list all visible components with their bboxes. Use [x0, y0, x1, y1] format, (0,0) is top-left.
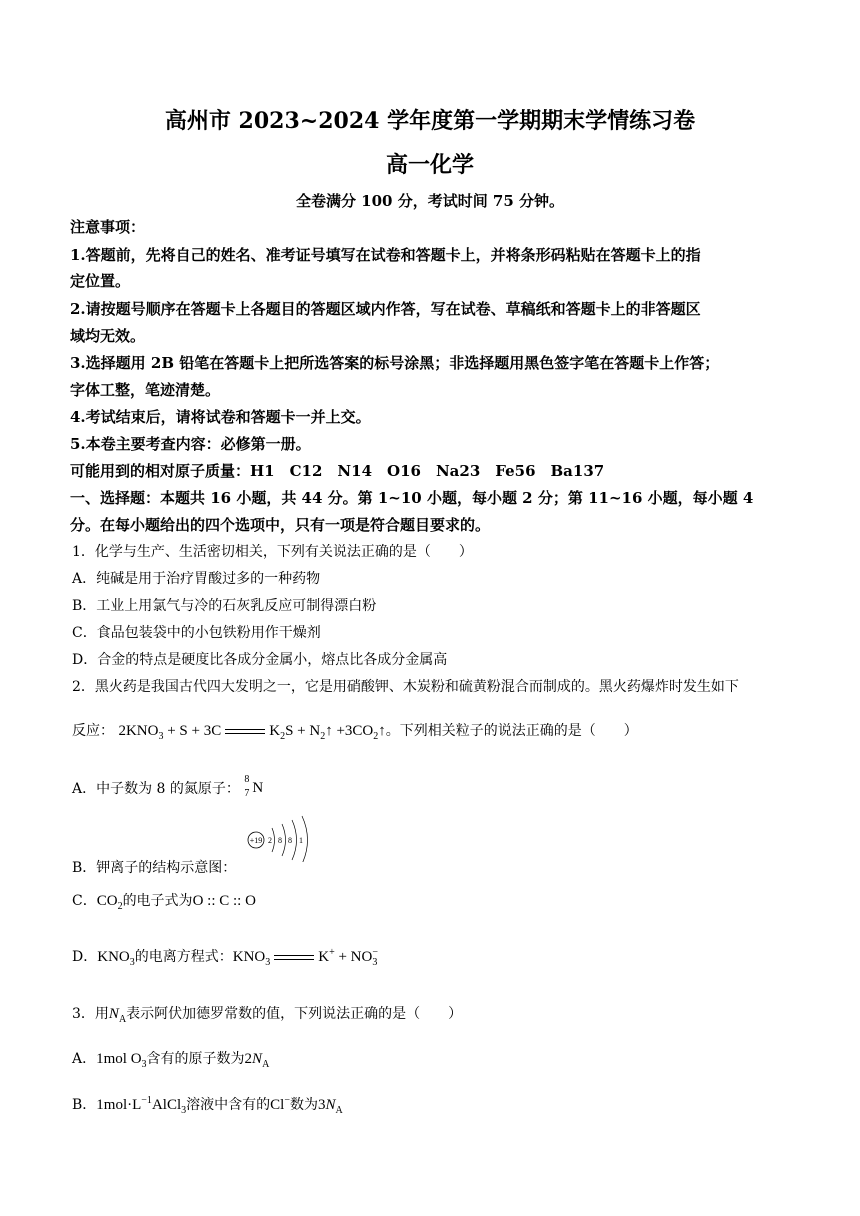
q1-option-a: A．纯碱是用于治疗胃酸过多的一种药物: [72, 571, 321, 587]
shell-arc: [282, 824, 286, 856]
stem-suffix: 表示阿伏加德罗常数的值，下列说法正确的是（ ）: [126, 1006, 463, 1022]
option-text: 溶液中含有的: [186, 1097, 271, 1113]
q2-option-d: [72, 946, 378, 968]
paper-subtitle: 高一化学: [385, 152, 474, 178]
nucleus-charge: +19: [249, 836, 263, 845]
ion-count: $3N_A$: [317, 1097, 343, 1116]
section-heading: 一、选择题：本题共 16 小题，共 44 分。第 1~10 小题，每小题 2 分；第 11~16 小题，每小题 4: [70, 489, 754, 507]
shell-electrons: 2: [268, 836, 272, 845]
stem-prefix: 反应：: [72, 723, 114, 739]
note-line: 域均无效。: [70, 327, 146, 345]
q2-option-c: [72, 890, 256, 912]
q1-option-b: B．工业上用氯气与冷的石灰乳反应可制得漂白粉: [72, 598, 377, 614]
ozone-amount: 1mol $O_3$: [96, 1051, 147, 1070]
note-line: 5.本卷主要考查内容：必修第一册。: [70, 435, 311, 453]
option-text: 的电离方程式：: [134, 949, 233, 965]
mass-number: 8: [244, 774, 250, 785]
note-line: 字体工整，笔迹清楚。: [70, 381, 221, 399]
note-line: 4.考试结束后，请将试卷和答题卡一并上交。: [70, 408, 371, 426]
avogadro-symbol: $N_A$: [108, 1006, 127, 1025]
q3-option-b: [72, 1094, 343, 1116]
atomic-mass-line: 可能用到的相对原子质量：H1 C12 N14 O16 Na23 Fe56 Ba137: [70, 462, 605, 480]
q2-option-b: B．钾离子的结构示意图：: [72, 860, 237, 876]
shell-arc: [272, 828, 275, 852]
alcl3-concentration: $1mol\cdot L^{-1}AlCl_3$: [96, 1095, 187, 1116]
reaction-equation: $2KNO_3 + S + 3C$ $K_2S$ + $N_2↑$ $+3CO_2↑$: [118, 723, 386, 742]
shell-electrons: 8: [288, 836, 292, 845]
question-2-stem: 2．黑火药是我国古代四大发明之一，它是用硝酸钾、木炭粉和硫黄粉混合而制成的。黑火药爆炸时发生如下: [72, 679, 739, 695]
element-symbol: N: [252, 780, 264, 796]
exam-info: 全卷满分 100 分，考试时间 75 分钟。: [295, 192, 565, 210]
atomic-number: 7: [244, 788, 250, 799]
option-text: A．中子数为 8 的氮原子：: [72, 781, 240, 797]
option-label: B．: [72, 1097, 97, 1113]
co2-formula: $CO_2$: [96, 893, 123, 912]
nitrogen-nuclide: [244, 774, 266, 799]
q1-option-d: D．合金的特点是硬度比各成分金属小，熔点比各成分金属高: [72, 652, 448, 668]
option-label: D．: [72, 949, 98, 965]
shell-electrons: 1: [299, 836, 303, 845]
ionization-equation: $KNO_3$ $K^+ + NO_3^-$: [232, 947, 378, 968]
option-label: C．: [72, 893, 97, 909]
equals-sign: [274, 953, 314, 963]
paper-title: 高州市 2023~2024 学年度第一学期期末学情练习卷: [164, 108, 696, 134]
option-text: 的电子式为: [122, 893, 193, 909]
note-line: 2.请按题号顺序在答题卡上各题目的答题区域内作答，写在试卷、草稿纸和答题卡上的非答题区: [70, 300, 701, 318]
question-1-stem: 1．化学与生产、生活密切相关，下列有关说法正确的是（ ）: [72, 544, 473, 560]
kno3-formula: $KNO_3$: [97, 949, 135, 968]
option-text: 数为: [289, 1097, 318, 1113]
chloride-ion: Cl−: [270, 1095, 290, 1113]
option-text: 含有的原子数为: [146, 1051, 245, 1067]
note-line: 3.选择题用 2B 铅笔在答题卡上把所选答案的标号涂黑；非选择题用黑色签字笔在答题卡上作答；: [70, 354, 720, 372]
section-heading-cont: 分。在每小题给出的四个选项中，只有一项是符合题目要求的。: [70, 516, 491, 534]
q2-option-a: [72, 774, 266, 799]
q3-option-a: [72, 1048, 269, 1070]
question-3-stem: [72, 1003, 462, 1025]
shell-electrons: 8: [278, 836, 282, 845]
note-line: 定位置。: [70, 272, 131, 290]
notes-heading: 注意事项：: [70, 218, 146, 236]
q1-option-c: C．食品包装袋中的小包铁粉用作干燥剂: [72, 625, 321, 641]
option-label: A．: [72, 1051, 97, 1067]
question-2-stem-cont: [72, 720, 638, 742]
equals-sign: [225, 727, 265, 737]
atom-count: $2N_A$: [244, 1051, 270, 1070]
note-line: 1.答题前，先将自己的姓名、准考证号填写在试卷和答题卡上，并将条形码粘贴在答题卡上的指: [70, 246, 701, 264]
electron-formula: O :: C :: O: [192, 893, 256, 909]
potassium-ion-structure-diagram: [244, 812, 324, 862]
stem-prefix: 3．用: [72, 1006, 109, 1022]
shell-arc: [292, 820, 297, 860]
stem-suffix: 。下列相关粒子的说法正确的是（ ）: [385, 723, 638, 739]
